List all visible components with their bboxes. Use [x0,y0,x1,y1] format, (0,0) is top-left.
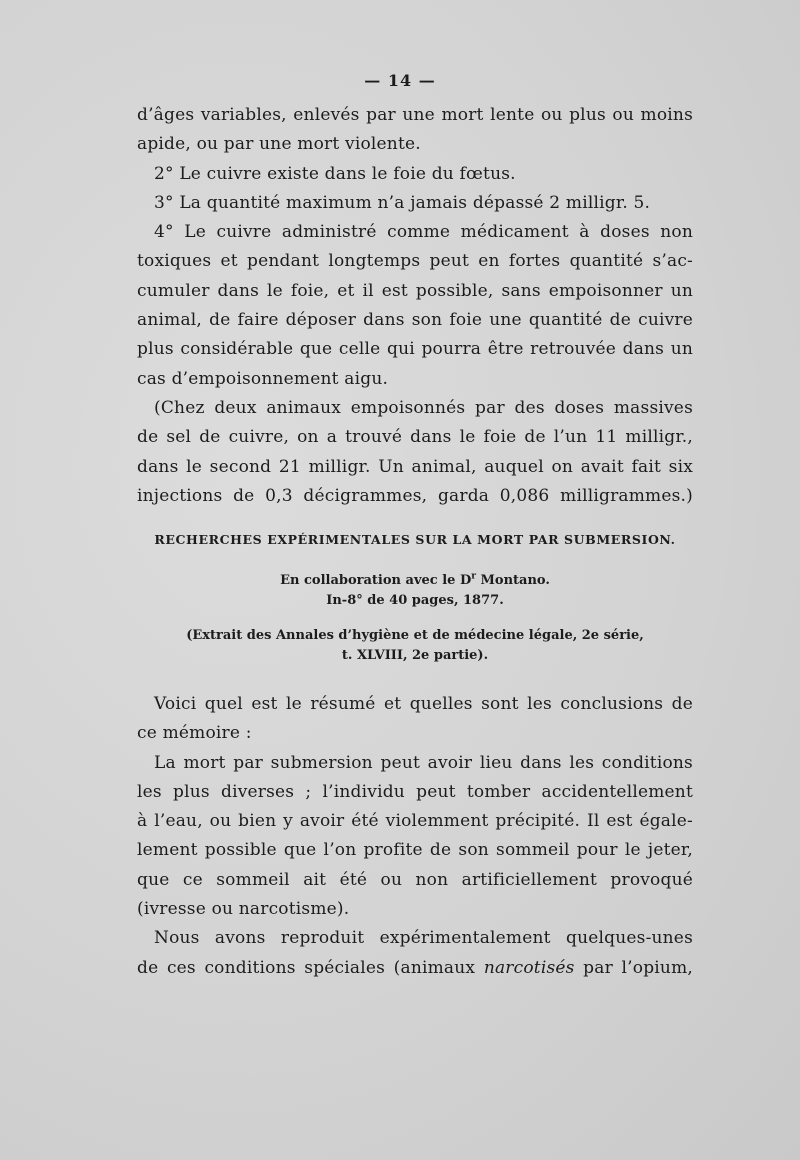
text-line: injections de 0,3 décigrammes, garda 0,086 milligrammes.) [137,485,693,506]
text-line: plus considérable que celle qui pourra être retrouvée dans un [137,339,693,360]
section-title: RECHERCHES EXPÉRIMENTALES SUR LA MORT PAR SUBMERSION. [154,532,676,547]
collaboration-line: En collaboration avec le $D^r$ Montano. [280,571,550,588]
text-line: cumuler dans le foie, et il est possible, sans empoisonner un [137,280,693,301]
text-line: dans le second 21 milligr. Un animal, auquel on avait fait six [137,456,693,477]
text-line: animal, de faire déposer dans son foie une quantité de cuivre [137,310,693,331]
text-line: à l’eau, ou bien y avoir été violemment précipité. Il est égale- [137,811,693,832]
text-line: que ce sommeil ait été ou non artificiellement provoqué [137,869,693,890]
text-line: toxiques et pendant longtemps peut en fortes quantité s’ac- [137,251,693,272]
text-line: Nous avons reproduit expérimentalement quelques-unes [154,928,693,949]
extract-line: t. XLVIII, 2e partie). [341,648,489,663]
text-line: apide, ou par une mort violente. [137,134,421,155]
text-line: ce mémoire : [137,723,252,744]
text-line: (ivresse ou narcotisme). [137,899,350,920]
text-line: les plus diverses ; l’individu peut tomber accidentellement [137,781,693,802]
text-line: de sel de cuivre, on a trouvé dans le foie de l’un 11 milligr., [137,427,693,448]
publication-details [137,571,693,611]
text-line: 2° Le cuivre existe dans le foie du fœtus. [154,163,516,184]
text-line: Voici quel est le résumé et quelles sont les conclusions de [154,694,693,714]
text-line: lement possible que l’on profite de son sommeil pour le jeter, [137,840,693,861]
text-block-summary [137,690,693,983]
text-block-conclusions [137,101,693,511]
text-line: cas d’empoisonnement aigu. [137,368,389,389]
extract-reference [137,626,693,666]
text-line: de ces conditions spéciales (animaux narcotisés par l’opium, [137,957,694,978]
text-line: d’âges variables, enlevés par une mort lente ou plus ou moins [137,105,693,125]
format-line: In-8° de 40 pages, 1877. [326,593,504,608]
text-line: 3° La quantité maximum n’a jamais dépassé 2 milligr. 5. [154,192,651,213]
extract-line: (Extrait des Annales d’hygiène et de médecine légale, 2e série, [186,628,644,643]
text-line: La mort par submersion peut avoir lieu dans les conditions [154,752,693,773]
page-number: — 14 — [364,71,436,90]
text-line: 4° Le cuivre administré comme médicament à doses non [154,222,693,243]
text-line: (Chez deux animaux empoisonnés par des doses massives [154,397,693,418]
